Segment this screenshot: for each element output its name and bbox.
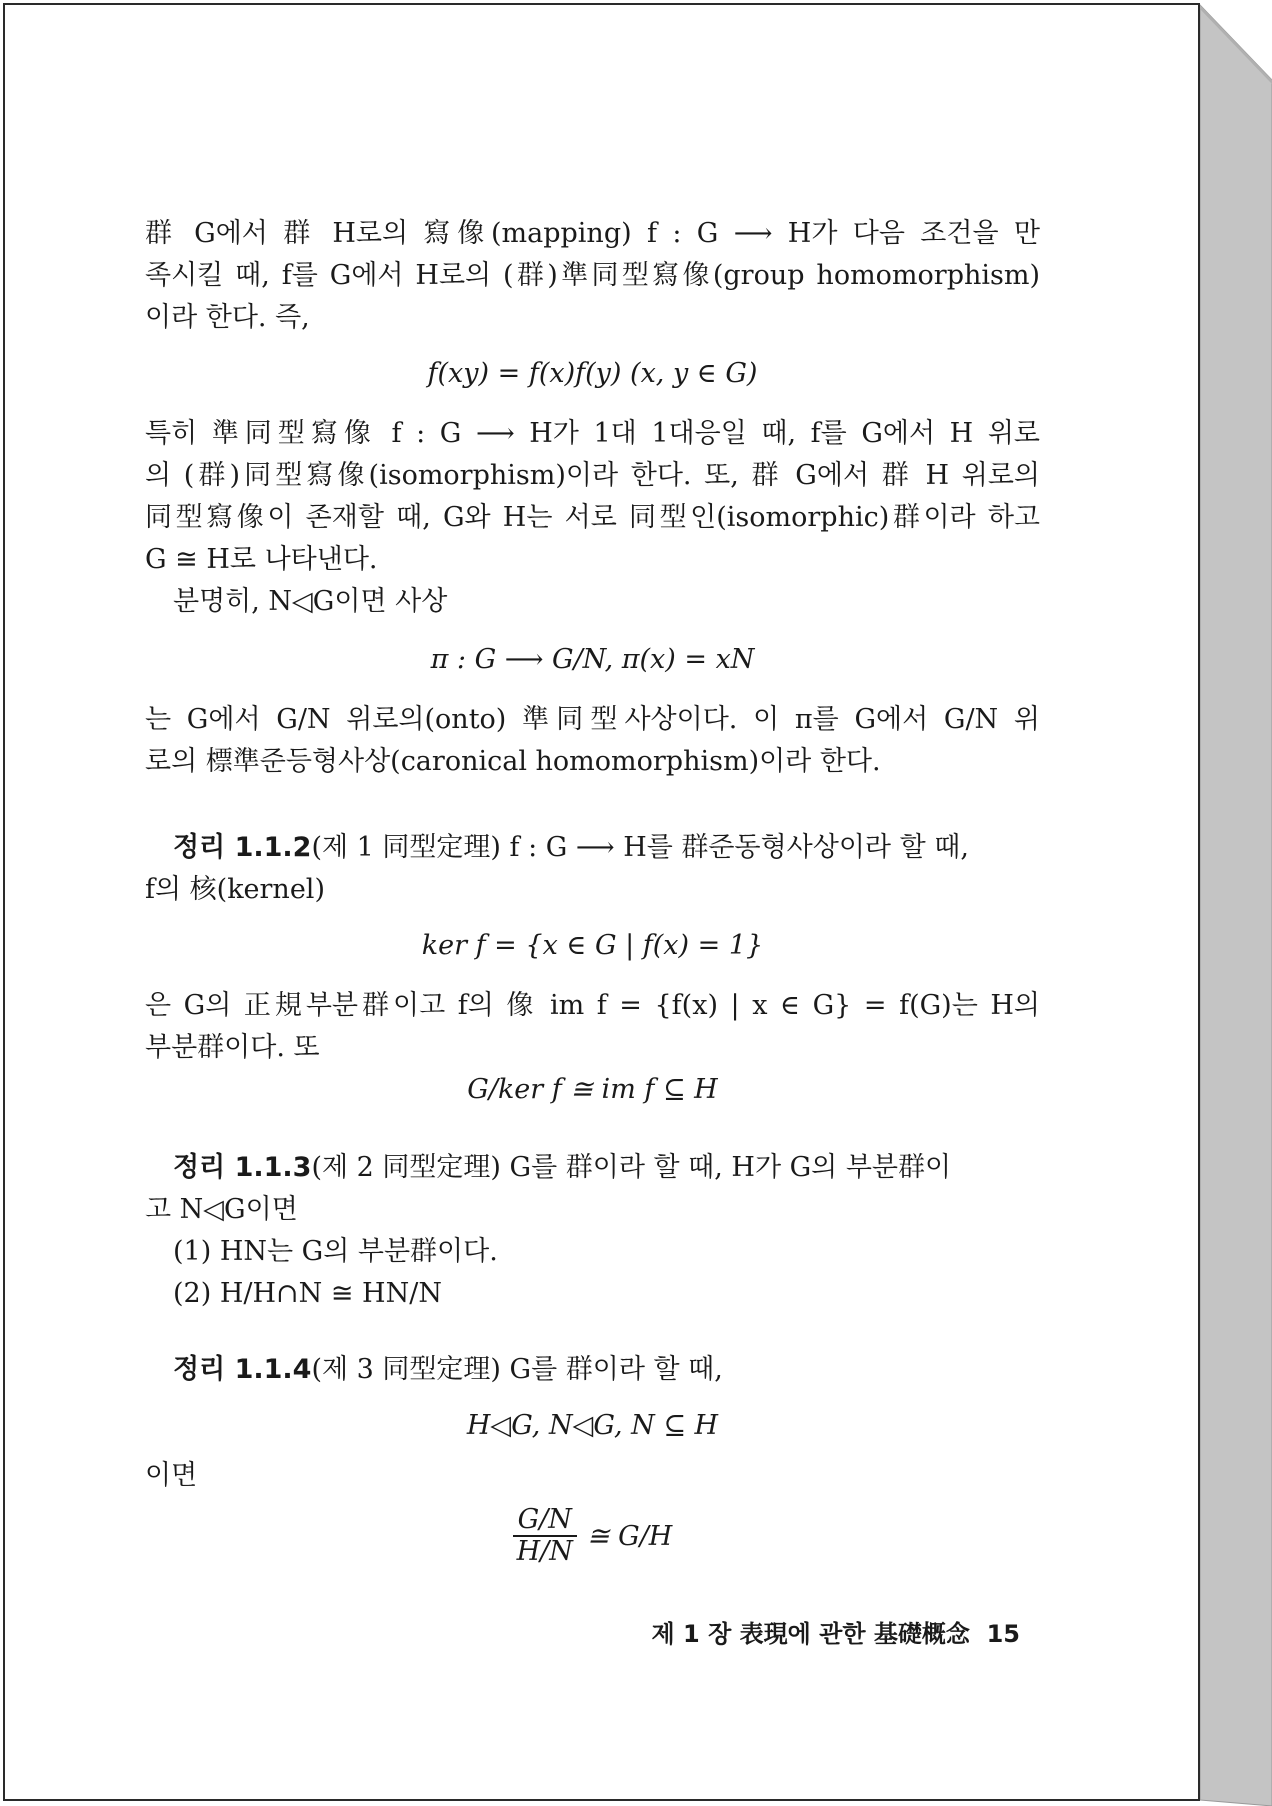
paragraph-2-line-2: 의 (群)同型寫像(isomorphism)이라 한다. 또, 群 G에서 群 H 위로의	[145, 460, 1040, 491]
equation-first-isomorphism: G/ker f ≅ im f ⊆ H	[467, 1074, 718, 1105]
page-number: 15	[986, 1620, 1020, 1648]
equation-normal-subgroups: H◁G, N◁G, N ⊆ H	[466, 1410, 719, 1441]
theorem-114-label: 정리 1.1.4	[173, 1354, 312, 1385]
theorem-112-label: 정리 1.1.2	[173, 832, 312, 863]
equation-kernel: ker f = {x ∈ G | f(x) = 1}	[421, 930, 764, 961]
paragraph-2-line-4: G ≅ H로 나타낸다.	[145, 544, 378, 575]
page-thickness-shadow	[1200, 0, 1272, 1806]
paragraph-1-line-3: 이라 한다. 즉,	[145, 302, 310, 333]
theorem-112-line-3: 은 G의 正規부분群이고 f의 像 im f = {f(x) | x ∈ G} = f(G)는 H의	[145, 990, 1040, 1021]
theorem-113-line-1	[173, 1151, 1040, 1185]
paragraph-1-line-2: 족시킬 때, f를 G에서 H로의 (群)準同型寫像(group homomorphism)	[145, 260, 1040, 291]
theorem-113-item-2: (2) H/H∩N ≅ HN/N	[173, 1278, 442, 1309]
fraction-numerator: G/N	[517, 1504, 572, 1535]
theorem-114-line-1	[173, 1353, 1040, 1387]
paragraph-2-line-1: 특히 準同型寫像 f : G ⟶ H가 1대 1대응일 때, f를 G에서 H 위로	[145, 418, 1040, 449]
running-head: 제 1 장 表現에 관한 基礎概念	[651, 1620, 970, 1648]
book-page	[3, 3, 1200, 1801]
theorem-114-title: (제 3 同型定理) G를 群이라 할 때,	[311, 1354, 723, 1385]
fraction-denominator: H/N	[516, 1536, 573, 1567]
paragraph-2-line-3: 同型寫像이 존재할 때, G와 H는 서로 同型인(isomorphic)群이라 하고	[145, 502, 1040, 533]
theorem-114-line-2: 이면	[145, 1460, 198, 1491]
paragraph-4-line-1: 는 G에서 G/N 위로의(onto) 準同型사상이다. 이 π를 G에서 G/N 위	[145, 704, 1040, 735]
theorem-113-title: (제 2 同型定理) G를 群이라 할 때, H가 G의 부분群이	[311, 1152, 952, 1183]
equation-homomorphism: f(xy) = f(x)f(y) (x, y ∈ G)	[427, 358, 758, 389]
page-footer	[485, 1619, 1020, 1649]
theorem-113-item-1: (1) HN는 G의 부분群이다.	[173, 1236, 498, 1267]
theorem-112-title: (제 1 同型定理) f : G ⟶ H를 群준동형사상이라 할 때,	[311, 832, 969, 863]
paragraph-1-line-1: 群 G에서 群 H로의 寫像(mapping) f : G ⟶ H가 다음 조건을 만	[145, 218, 1040, 249]
equation-third-isomorphism	[145, 1505, 1040, 1567]
equation-canonical-map: π : G ⟶ G/N, π(x) = xN	[430, 644, 755, 675]
theorem-113-line-2: 고 N◁G이면	[145, 1194, 298, 1225]
theorem-113-label: 정리 1.1.3	[173, 1152, 312, 1183]
theorem-112-line-4: 부분群이다. 또	[145, 1032, 320, 1063]
paragraph-3-line-1: 분명히, N◁G이면 사상	[173, 586, 448, 617]
paragraph-4-line-2: 로의 標準준등형사상(caronical homomorphism)이라 한다.	[145, 746, 881, 777]
fraction-result: ≅ G/H	[586, 1520, 673, 1552]
theorem-112-line-1	[173, 831, 1040, 865]
theorem-112-line-2: f의 核(kernel)	[145, 874, 325, 905]
